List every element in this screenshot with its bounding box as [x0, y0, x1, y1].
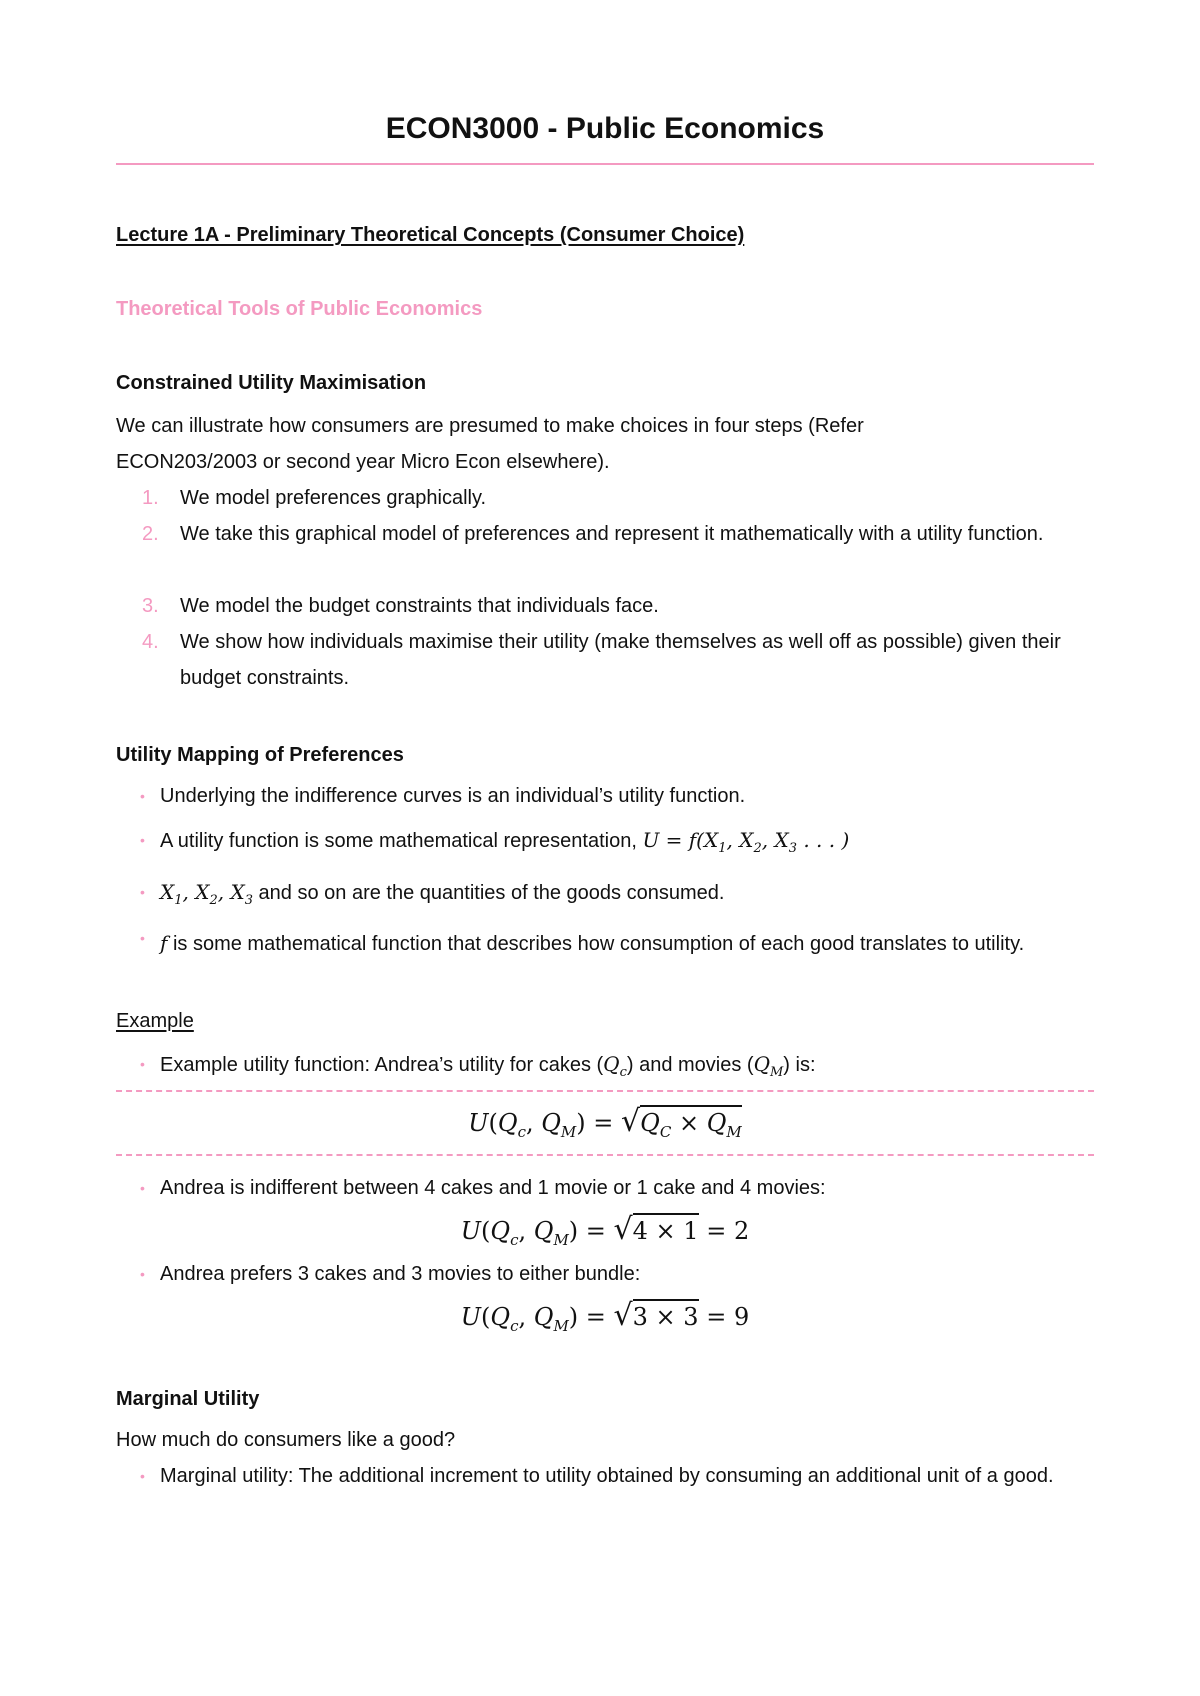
example-label: Example	[116, 1010, 194, 1032]
equation-radicand: 4 × 1	[633, 1213, 699, 1245]
function-symbol: f	[160, 931, 168, 955]
bullet-marker: •	[140, 788, 145, 804]
indifference-equation: $U(Q_c$, $Q_M) = √4 \times 1 = 2$	[460, 1212, 750, 1249]
equation-result: = 9	[706, 1303, 750, 1331]
mapping-heading: Utility Mapping of Preferences	[116, 744, 404, 766]
bullet-text: ) is:	[783, 1054, 816, 1076]
equation-box-bottom-border	[116, 1154, 1094, 1156]
bullet-text: A utility function is some mathematical representation,	[160, 830, 643, 852]
constrained-intro-line2: ECON203/2003 or second year Micro Econ elsewhere).	[116, 451, 610, 473]
bullet-marker: •	[140, 1468, 145, 1484]
equation-box-top-border	[116, 1090, 1094, 1092]
bullet-text: ) and movies (	[626, 1054, 754, 1076]
bullet-text: and so on are the quantities of the goods consumed.	[253, 882, 725, 904]
preference-equation: $U(Q_c$, $Q_M) = √3 \times 3 = 9$	[460, 1298, 750, 1335]
bullet-item	[140, 1256, 1094, 1292]
bullet-content	[140, 920, 1094, 967]
step-text: We model preferences graphically.	[180, 487, 487, 509]
bullet-marker: •	[140, 1266, 145, 1282]
equation-radicand: 3 × 3	[633, 1299, 699, 1331]
constrained-intro-line1: We can illustrate how consumers are presumed to make choices in four steps (Refer	[116, 415, 864, 437]
step-item	[142, 516, 1094, 552]
bullet-text: Example utility function: Andrea’s utility for cakes (	[160, 1054, 604, 1076]
marginal-heading: Marginal Utility	[116, 1388, 260, 1410]
step-number: 2.	[142, 523, 159, 545]
lecture-heading: Lecture 1A - Preliminary Theoretical Concepts (Consumer Choice)	[116, 224, 745, 246]
bullet-marker: •	[140, 1056, 145, 1072]
bullet-text: is some mathematical function that describes how consumption of each good translates to utility.	[167, 933, 1025, 955]
marginal-question: How much do consumers like a good?	[116, 1429, 456, 1451]
bullet-content	[140, 1046, 1094, 1091]
goods-variables: $X_1$, $X_2$, $X_3$	[160, 880, 253, 908]
constrained-heading: Constrained Utility Maximisation	[116, 372, 427, 394]
movies-symbol: $Q_M$	[753, 1052, 784, 1080]
bullet-marker: •	[140, 832, 145, 848]
bullet-item	[140, 1458, 1094, 1494]
bullet-item	[140, 778, 1094, 814]
step-item	[142, 588, 1094, 624]
bullet-text: Andrea prefers 3 cakes and 3 movies to either bundle:	[160, 1263, 641, 1285]
step-number: 4.	[142, 631, 159, 653]
bullet-text: Marginal utility: The additional increment to utility obtained by consuming an additional unit of a good.	[160, 1465, 1054, 1487]
section-heading: Theoretical Tools of Public Economics	[116, 298, 483, 320]
step-item	[142, 480, 1094, 516]
bullet-marker: •	[140, 1180, 145, 1196]
step-number: 1.	[142, 487, 159, 509]
step-text: We take this graphical model of preferences and represent it mathematically with a utility function.	[180, 523, 1044, 545]
bullet-item	[140, 1046, 1094, 1091]
equation-result: = 2	[706, 1217, 750, 1245]
cakes-symbol: $Q_c$	[603, 1052, 627, 1080]
step-text: We show how individuals maximise their utility (make themselves as well off as possible) given their budget constraints.	[180, 631, 1061, 689]
bullet-item	[140, 920, 1094, 967]
step-number: 3.	[142, 595, 159, 617]
document-page	[116, 0, 1094, 1696]
bullet-item	[140, 1170, 1094, 1206]
document-title: ECON3000 - Public Economics	[385, 112, 825, 145]
utility-equation: $U(Q_c$, $Q_M) = √Q_C \times Q_M$	[468, 1104, 742, 1141]
bullet-text: Andrea is indifferent between 4 cakes and 1 movie or 1 cake and 4 movies:	[160, 1177, 826, 1199]
bullet-content	[140, 874, 1094, 919]
utility-formula: $U = f(X_1$, $X_2$, $X_3$ . . . )	[642, 828, 850, 856]
bullet-text: Underlying the indifference curves is an individual’s utility function.	[160, 785, 746, 807]
bullet-content	[140, 822, 1094, 867]
bullet-item	[140, 874, 1094, 919]
step-item	[142, 624, 1094, 696]
bullet-marker: •	[140, 884, 145, 900]
title-divider	[116, 163, 1094, 165]
bullet-item	[140, 822, 1094, 867]
bullet-marker: •	[140, 930, 145, 946]
step-text: We model the budget constraints that individuals face.	[180, 595, 659, 617]
